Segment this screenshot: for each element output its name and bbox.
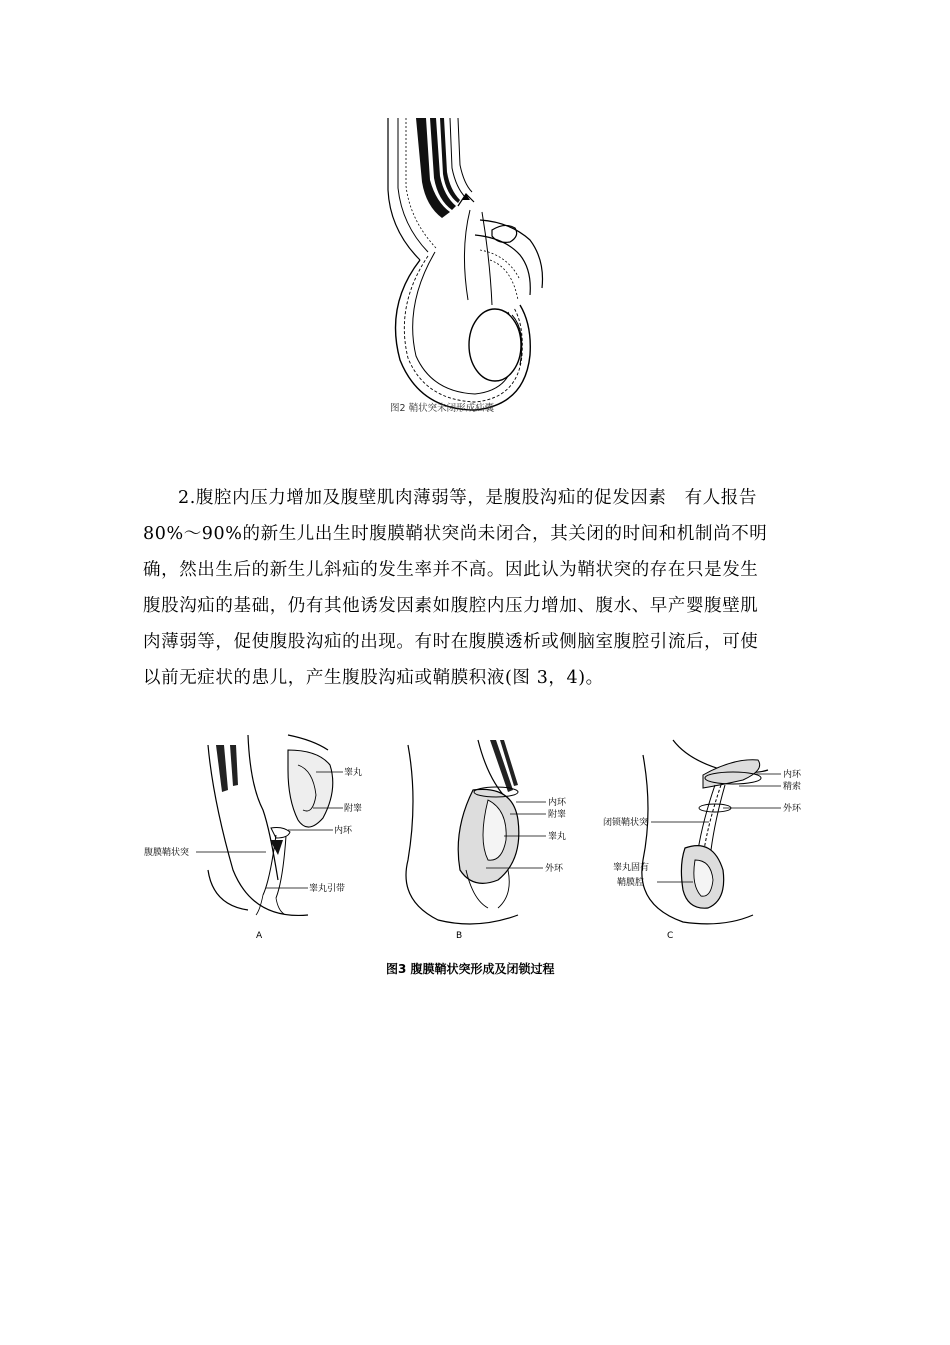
panel-c-label: 睾丸固有: [613, 863, 650, 873]
panel-c-label: 精索: [783, 782, 802, 792]
panel-a-label: 睾丸: [344, 768, 363, 778]
figure-3-panel-a: [138, 730, 368, 945]
figure-3-panel-c: [603, 730, 803, 945]
panel-c-label: 外环: [783, 804, 802, 814]
paragraph-line: 以前无症状的患儿，产生腹股沟疝或鞘膜积液(图 3，4)。: [143, 668, 604, 688]
paragraph-line: 80%～90%的新生儿出生时腹膜鞘状突尚未闭合，其关闭的时间和机制尚不明: [143, 524, 768, 544]
panel-a-letter: A: [256, 931, 263, 941]
panel-a-label: 内环: [334, 826, 353, 836]
paragraph-line: 肉薄弱等，促使腹股沟疝的出现。有时在腹膜透析或侧脑室腹腔引流后，可使: [143, 632, 759, 652]
panel-b-label: 附睾: [548, 810, 567, 820]
paragraph-line: 腹股沟疝的基础，仍有其他诱发因素如腹腔内压力增加、腹水、早产婴腹壁肌: [143, 596, 759, 616]
panel-a-label: 附睾: [344, 804, 363, 814]
panel-b-label: 内环: [548, 798, 567, 808]
panel-c-label: 闭锁鞘状突: [603, 818, 649, 828]
figure-2-illustration: [380, 110, 560, 420]
figure-3-panel-b: [378, 730, 598, 945]
panel-b-label: 外环: [545, 864, 564, 874]
panel-a-label: 腹膜鞘状突: [144, 848, 190, 858]
figure-2: [380, 110, 560, 420]
panel-a-label: 睾丸引带: [309, 884, 346, 894]
panel-c-letter: C: [667, 931, 674, 941]
panel-b-letter: B: [456, 931, 463, 941]
figure-3: [138, 730, 802, 980]
paragraph-line: 确，然出生后的新生儿斜疝的发生率并不高。因此认为鞘状突的存在只是发生: [143, 560, 759, 580]
figure-3-caption: 图3 腹膜鞘状突形成及闭锁过程: [386, 962, 555, 976]
panel-b-label: 睾丸: [548, 832, 567, 842]
paragraph-line: 2.腹腔内压力增加及腹壁肌肉薄弱等，是腹股沟疝的促发因素 有人报告: [178, 488, 757, 508]
panel-c-label: 内环: [783, 770, 802, 780]
figure-2-caption: 图2 鞘状突未闭形成疝囊: [390, 403, 495, 414]
panel-c-label: 鞘膜腔: [617, 878, 645, 888]
